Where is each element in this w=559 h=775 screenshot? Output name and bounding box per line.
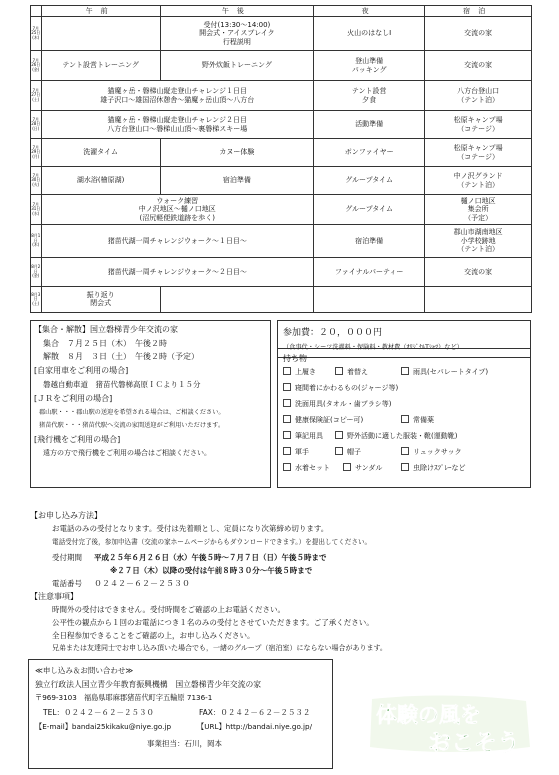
schedule-stay: 松原キャンプ場 （コテージ） [425, 111, 531, 139]
items-title: 持ち物 [283, 354, 307, 363]
schedule-am: 洗濯タイム [41, 139, 160, 167]
checklist-item[interactable] [401, 447, 462, 457]
header-pm: 午後 [160, 6, 313, 17]
schedule-am-pm: 猫魔ヶ岳・磐梯山縦走登山チャレンジ２日目 八方台登山口～磐梯山山頂～裏磐梯スキー場 [41, 111, 314, 139]
checklist-label: 上履き [295, 368, 316, 376]
notes-title: 【注意事項】 [30, 592, 78, 601]
schedule-table [30, 5, 532, 313]
meeting-box [30, 320, 271, 488]
checklist-label: 虫除けｽﾌﾟﾚｰなど [413, 464, 466, 472]
schedule-date: 7月26日(金) [31, 51, 41, 81]
header-blank [31, 6, 41, 17]
checkbox-icon[interactable] [401, 447, 409, 455]
checkbox-icon[interactable] [283, 415, 291, 423]
schedule-row [31, 17, 531, 51]
schedule-night: テント設営 夕食 [314, 81, 425, 111]
checkbox-icon[interactable] [283, 367, 291, 375]
logo-line-2: おこそう [428, 730, 520, 756]
schedule-stay: 郡山市湖南地区 小学校跡地 （テント泊） [425, 225, 531, 258]
checkbox-icon[interactable] [283, 399, 291, 407]
fee-note: （食事代・シーツ洗濯料・保険料・教材費（ｵﾘｼﾞﾅﾙTｼｬﾂ）など） [283, 344, 463, 351]
contact-fax: FAX：０２４２－６２－２５３２ [199, 708, 311, 717]
schedule-row [31, 51, 531, 81]
contact-org: 独立行政法人国立青少年教育振興機構 国立磐梯青少年交流の家 [35, 680, 262, 689]
schedule-pm [160, 287, 313, 312]
checkbox-icon[interactable] [343, 463, 351, 471]
checklist-item[interactable] [335, 431, 457, 441]
jr-inawashiro: 猪苗代駅・・・猪苗代駅へ交流の家間送迎がご利用いただけます。 [39, 422, 225, 429]
dismiss-time: 解散 ８月 ３日（土） 午後２時（予定） [43, 352, 199, 361]
schedule-row [31, 195, 531, 225]
period-label: 受付期間 [52, 553, 82, 562]
note-2: 公平性の観点から１回のお電話につき１名のみの受付とさせていただきます。ご了承ください。 [52, 618, 374, 627]
schedule-stay: 樋ノ口地区 集会所 （予定） [425, 195, 531, 225]
jr-koriyama: 郡山駅・・・郡山駅の送迎を希望される場合は、ご相談ください。 [39, 409, 225, 416]
checklist-label: 雨具(セパレートタイプ) [413, 368, 489, 376]
checklist-label: 軍手 [295, 448, 309, 456]
schedule-stay: 松原キャンプ場 （コテージ） [425, 139, 531, 167]
checkbox-icon[interactable] [335, 447, 343, 455]
note-3: 全日程参加できることをご確認の上，お申し込みください。 [52, 631, 255, 640]
checklist-item[interactable] [335, 447, 361, 457]
checklist-item[interactable] [401, 463, 466, 473]
checklist-item[interactable] [283, 447, 309, 457]
contact-address: 〒969-3103 福島県耶麻郡猪苗代町字五輪原 7136-1 [35, 693, 213, 702]
schedule-pm: 野外炊飯トレーニング [160, 51, 313, 81]
schedule-row [31, 167, 531, 195]
tel-number: ０２４２－６２－２５３０ [94, 579, 190, 588]
schedule-row [31, 81, 531, 111]
checklist-label: 着替え [347, 368, 368, 376]
schedule-pm: 宿泊準備 [160, 167, 313, 195]
schedule-date: 7月30日(火) [31, 167, 41, 195]
checklist-item[interactable] [401, 415, 434, 425]
air-title: [飛行機をご利用の場合] [34, 435, 121, 444]
schedule-stay: 交流の家 [425, 51, 531, 81]
schedule-night: 登山準備 パッキング [314, 51, 425, 81]
checklist-label: 水着セット [295, 464, 330, 472]
period-note: ※２７日（木）以降の受付は午前８時３０分～午後５時まで [110, 566, 313, 575]
method-1: お電話のみの受付となります。受付は先着順とし、定員になり次第締め切ります。 [52, 524, 329, 533]
car-title: [自家用車をご利用の場合] [34, 366, 129, 375]
schedule-am [41, 17, 160, 51]
checklist-item[interactable] [343, 463, 382, 473]
checklist-label: サンダル [355, 464, 383, 472]
header-stay: 宿泊 [425, 6, 531, 17]
contact-box [28, 659, 333, 769]
fee-amount: 参加費：２０，０００円 [283, 328, 383, 338]
schedule-date: 7月28日(日) [31, 111, 41, 139]
checkbox-icon[interactable] [283, 431, 291, 439]
checkbox-icon[interactable] [335, 367, 343, 375]
schedule-date: 8月2日(金) [31, 258, 41, 287]
apply-section [30, 510, 530, 652]
schedule-stay: 交流の家 [425, 17, 531, 51]
contact-tel: TEL：０２４２－６２－２５３０ [43, 708, 154, 717]
checklist-item[interactable] [283, 383, 398, 393]
schedule-stay: 中ノ沢グランド （テント泊） [425, 167, 531, 195]
schedule-am: テント設営トレーニング [41, 51, 160, 81]
checkbox-icon[interactable] [335, 431, 343, 439]
schedule-night: 宿泊準備 [314, 225, 425, 258]
checklist-label: 洗面用具(タオル・歯ブラシ等) [295, 400, 392, 408]
schedule-row [31, 225, 531, 258]
checkbox-icon[interactable] [401, 367, 409, 375]
method-title: 【お申し込み方法】 [30, 511, 102, 520]
schedule-row [31, 258, 531, 287]
schedule-am-pm: ウォーク練習 中ノ沢地区～樋ノ口地区 (沼尻軽便鉄道跡を歩く) [41, 195, 314, 225]
schedule-row [31, 111, 531, 139]
schedule-night: 活動準備 [314, 111, 425, 139]
checklist-item[interactable] [283, 431, 323, 441]
contact-title: ≪申し込み＆お問い合わせ≫ [35, 666, 134, 675]
schedule-am-pm: 猪苗代湖一周チャレンジウォーク～１日目～ [41, 225, 314, 258]
logo-line-1: 体験の風を [376, 703, 481, 727]
schedule-date: 7月31日(水) [31, 195, 41, 225]
checklist-item[interactable] [401, 367, 488, 377]
items-box [277, 348, 531, 488]
slogan-logo [366, 695, 534, 757]
schedule-night: ボンファイヤー [314, 139, 425, 167]
contact-email[interactable]: 【E-mail】bandai25kikaku@niye.go.jp [35, 722, 172, 731]
checkbox-icon[interactable] [283, 463, 291, 471]
schedule-night: グループタイム [314, 167, 425, 195]
schedule-stay: 交流の家 [425, 258, 531, 287]
schedule-night: グループタイム [314, 195, 425, 225]
checklist-label: 筆記用具 [295, 432, 323, 440]
checklist-label: 帽子 [347, 448, 361, 456]
tel-label: 電話番号 [52, 579, 82, 588]
schedule-date: 7月27日(土) [31, 81, 41, 111]
note-1: 時間外の受付はできません。受付時間をご確認の上お電話ください。 [52, 605, 285, 614]
contact-url[interactable]: 【URL】http://bandai.niye.go.jp/ [197, 722, 313, 731]
header-am: 午前 [41, 6, 160, 17]
gather-time: 集合 ７月２５日（木） 午後２時 [43, 339, 167, 348]
schedule-pm: 受付(13:30～14:00) 開会式・アイスブレイク 行程説明 [160, 17, 313, 51]
schedule-stay: 八方台登山口 （テント泊） [425, 81, 531, 111]
checklist-label: 健康保険証(コピー可) [295, 416, 364, 424]
checklist-label: リュックサック [413, 448, 462, 456]
schedule-night: ファイナルパーティー [314, 258, 425, 287]
jr-title: [ＪＲをご利用の場合] [34, 394, 113, 403]
checklist-item[interactable] [283, 463, 330, 473]
checkbox-icon[interactable] [401, 415, 409, 423]
schedule-am: 振り返り 閉会式 [41, 287, 160, 312]
schedule-am-pm: 猪苗代湖一周チャレンジウォーク～２日目～ [41, 258, 314, 287]
schedule-night: 火山のはなしⅠ [314, 17, 425, 51]
air-text: 遠方の方で飛行機をご利用の場合はご相談ください。 [43, 449, 211, 457]
note-4: 兄弟または友達同士でお申し込み頂いた場合でも，一緒のグループ（宿泊室）にならない場合があります。 [52, 644, 387, 652]
schedule-date: 7月29日(月) [31, 139, 41, 167]
schedule-date: 8月3日(土) [31, 287, 41, 312]
header-night: 夜 [314, 6, 425, 17]
schedule-pm: カヌー体験 [160, 139, 313, 167]
contact-staff: 事業担当：石川，岡本 [147, 739, 222, 748]
schedule-row [31, 287, 531, 312]
checklist-item[interactable] [335, 367, 368, 377]
schedule-am: 湖水浴(檜原湖) [41, 167, 160, 195]
schedule-stay [425, 287, 531, 312]
schedule-am-pm: 猫魔ヶ岳・磐梯山縦走登山チャレンジ１日目 雄子沢口～雄国沼休憩舎～猫魔ヶ岳山頂～八方台 [41, 81, 314, 111]
checklist-item[interactable] [283, 367, 316, 377]
checklist-label: 常備薬 [413, 416, 434, 424]
checkbox-icon[interactable] [283, 383, 291, 391]
checkbox-icon[interactable] [283, 447, 291, 455]
car-text: 磐越自動車道 猪苗代磐梯高原ＩＣより１５分 [43, 380, 201, 389]
checkbox-icon[interactable] [401, 463, 409, 471]
checklist-item[interactable] [283, 415, 363, 425]
checklist-label: 寝間着にかわるもの(ジャージ等) [295, 384, 399, 392]
checklist-label: 野外活動に適した服装・靴(運動靴) [347, 432, 458, 440]
schedule-date: 7月25日(木) [31, 17, 41, 51]
schedule-date: 8月1日(木) [31, 225, 41, 258]
schedule-night [314, 287, 425, 312]
checklist-item[interactable] [283, 399, 391, 409]
period-text: 平成２５年６月２６日（水）午後５時～７月７日（日）午後５時まで [94, 553, 327, 562]
meeting-header: 【集合・解散】国立磐梯青少年交流の家 [34, 325, 178, 334]
schedule-row [31, 139, 531, 167]
method-2: 電話受付完了後，参加申込書（交流の家ホームページからもダウンロードできます。）を提出してください。 [52, 538, 372, 546]
